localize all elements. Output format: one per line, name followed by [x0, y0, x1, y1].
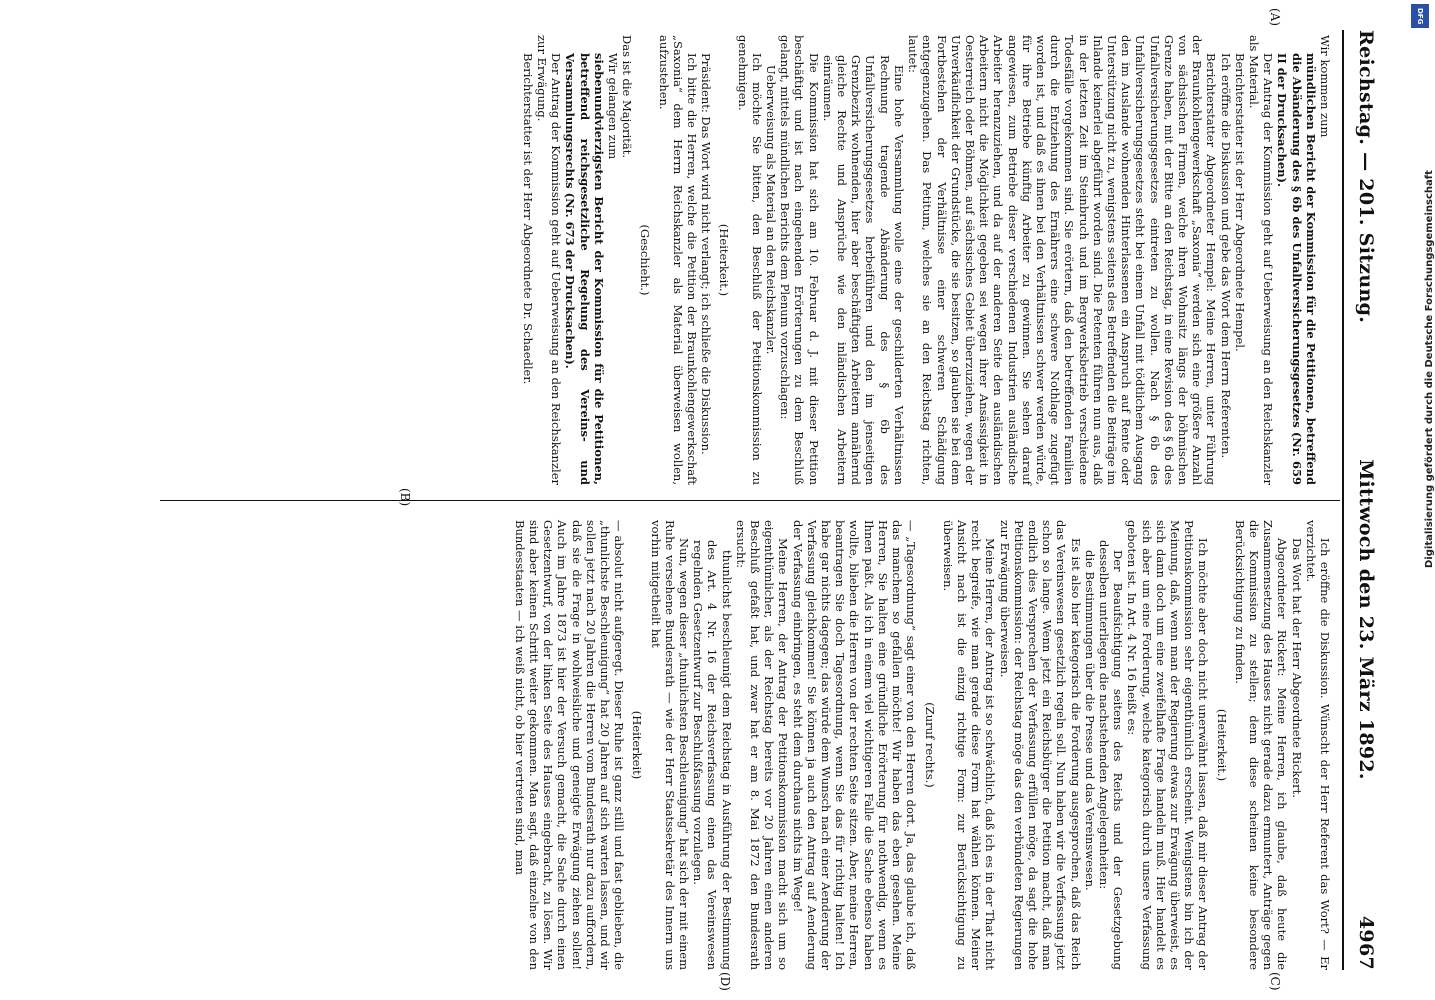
- paragraph: Es ist also hier kategorisch die Forderung ausgesprochen, daß das Reich das Vereinswesen gesetzlich regeln soll. Nun haben wir die Verfassung jetzt schon so lange. Wenn jetzt ein Reichsbürger die Petition macht, daß man endlich dies Versprechen der Verfassung erfüllen möge, da sagt die hohe Petitionskommission: der Reichstag möge das den verbündeten Regierungen zur Erwägung überweisen.: [997, 520, 1083, 970]
- digitization-credit: [1408, 8, 1435, 568]
- paragraph: Das Wort hat der Herr Abgeordnete Rickert.: [1289, 538, 1304, 798]
- paragraph: Berichterstatter ist der Herr Abgeordnete Dr. Schaedler.: [520, 53, 535, 385]
- paragraph: Berichterstatter Abgeordneter Hempel: Meine Herren, unter Führung der Braunkohlengewerkschaft „Saxonia“ werden sich eine größere Anzahl von sächsischen Firmen, welche ihren Wohnsitz längs der böhmischen Grenze haben, mit der Bitte an den Reichstag, in eine Revision des § 6b des Unfallversicherungsgesetzes eintreten zu wollen. Nach § 6b des Unfallversicherungsgesetzes steht bei einem Unfall mit tödtlichem Ausgang den im Auslande wohnenden Hinterlassenen ein Anspruch auf Rente oder Unterstützung nicht zu, wenigstens seitens des Betreffenden die Beiträge im Inlande keinerlei abgeführt worden sind. Die Petenten führen nun aus, daß in der letzten Zeit im Steinbruch und im Bergwerksbetrieb verschiedene Todesfälle vorgekommen sind. Sie erörtern, daß den betreffenden Familien durch die Entziehung des Ernährers eine schwere Nothlage zugefügt worden ist, und daß es ihnen bei den Verhältnissen schwer werden würde, für ihre Betriebe künftig Arbeiter zu gewinnen. Sie sehen darauf angewiesen, zum Betriebe dieser verschiedenen Industrien ausländische Arbeiter heranzuziehen, und da auf der anderen Seite den ausländischen Arbeitern nicht die Möglichkeit gegeben sei wegen ihrer Ansässigkeit in Oesterreich oder Böhmen, auf sächsisches Gebiet überzuziehen, wegen der Unverkäuflichkeit der Grundstücke, die sie besitzen, so glauben sie bei dem Fortbestehen der Verhältnisse einer schweren Schädigung entgegenzugehen. Das Petitum, welches sie an den Reichstag richten, lautet:: [906, 35, 1219, 485]
- paragraph: Abgeordneter Rickert: Meine Herren, ich glaube, daß heute die Zusammensetzung des Hauses nicht gerade dazu ermuntert, Anträge gegen die Kommission zu stellen; denn diese scheinen keine besondere Berücksichtigung zu finden.: [1232, 520, 1290, 970]
- paragraph: Das ist die Majorität.: [620, 35, 635, 159]
- paragraph: Der Beaufsichtigung seitens des Reichs und der Gesetzgebung desselben unterliegen die nachstehenden Angelegenheiten:: [1096, 540, 1126, 970]
- column-divider: [160, 500, 1340, 501]
- margin-mark-a: (A): [1268, 8, 1282, 27]
- paragraph: Wir gelangen zum: [606, 53, 621, 160]
- paragraph: Ich eröffne die Diskussion. Wünscht der Herr Referent das Wort? — Er verzichtet.: [1303, 520, 1332, 970]
- paragraph: (Heiterkeit.): [1214, 708, 1229, 782]
- page-header: [1348, 30, 1384, 970]
- paragraph: — „Tagesordnung“ sagt einer von den Herren dort. Ja, das glaube ich, daß das manchem so gefallen möchte! Wir haben das eben gesehen. Meine Herren, Sie halten eine gründliche Erörterung für nothwendig, wenn es Ihnen paßt. Als ich in einem viel wichtigeren Falle die Sache ebenso haben wollte, blieben die Herren von der rechten Seite sitzen. Aber, meine Herren, beantragen Sie doch Tagesordnung, wenn Sie das für richtig halten! Ich habe gar nichts dagegen; das würde dem Wunsch nach einer Aenderung der Verfassung gleichkommen! Sie können ja auch den Antrag auf Aenderung der Verfassung einbringen, es steht dem durchaus nichts im Wege!: [790, 520, 919, 970]
- margin-mark-c: (C): [1268, 972, 1282, 991]
- dfg-logo: DFG: [1411, 4, 1429, 28]
- paragraph: Meine Herren, der Antrag der Petitionskommission macht sich um so eigenthümlicher, als der Reichstag bereits vor 20 Jahren einen anderen Beschluß gefaßt hat, und zwar hat er am 8. Mai 1872 den Bundesrath ersucht:: [733, 520, 791, 970]
- paragraph: Ueberweisung als Material an den Reichskanzler.: [764, 65, 779, 355]
- paragraph: Eine hohe Versammlung wolle eine der geschilderten Verhältnissen Rechnung tragende Abänderung des § 6b des Unfallversicherungsgesetzes herbeiführen und den im jenseitigen Grenzbezirk wohnenden, hier aber beschäftigten Arbeitern annähernd gleiche Rechte und Ansprüche wie den inländischen Arbeitern einräumen.: [820, 55, 906, 485]
- paragraph: siebenundvierzigsten Bericht der Kommission für die Petitionen, betreffend reichsgesetzliche Regelung des Vereins- und Versammlungsrechts (Nr. 673 der Drucksachen).: [563, 53, 606, 485]
- paragraph: die Bestimmungen über die Presse und das Vereinswesen.: [1082, 550, 1097, 891]
- header-date: Mittwoch den 23. März 1892.: [1355, 459, 1377, 780]
- paragraph: mündlichen Bericht der Kommission für die Petitionen, betreffend die Abänderung des § 6b des Unfallversicherungsgesetzes (Nr. 659 II der Drucksachen).: [1275, 53, 1318, 485]
- paragraph: Wir kommen zum: [1318, 35, 1332, 138]
- paragraph: (Geschieht.): [638, 224, 653, 296]
- paragraph: Ich möchte aber doch nicht unerwähnt lassen, daß mir dieser Antrag der Petitionskommission sehr eigenthümlich erscheint. Wenigstens bin ich der Meinung, daß, wenn man der Regierung etwas zur Erwägung überweist, es sich dann doch um eine zweifelhafte Frage handeln muß. Hier handelt es sich aber um eine Forderung, welche kategorisch durch unsere Verfassung geboten ist. In Art. 4 Nr. 16 heißt es:: [1125, 520, 1211, 970]
- header-page-number: 4967: [1355, 915, 1377, 970]
- paragraph: Der Antrag der Kommission geht auf Ueberweisung an den Reichskanzler zur Erwägung.: [535, 35, 564, 485]
- margin-mark-d: (D): [718, 972, 732, 991]
- paragraph: Nun, wegen dieser „thunlichsten Beschleunigung“ hat sich der mit einem Ruhe versehene Bundesrath — wie der Herr Staatssekretär des Innern uns vorhin mitgetheilt hat: [648, 520, 692, 970]
- paragraph: (Heiterkeit): [630, 710, 645, 780]
- paragraph: Ich bitte die Herren, welche die Petition der Braunkohlengewerkschaft „Saxonia“ dem Herrn Reichskanzler als Material überweisen wollen, aufzustehen.: [656, 35, 700, 485]
- paragraph: Meine Herren, der Antrag ist so schwächlich, daß ich es in der That nicht recht begreife, wie man gerade diese Form hat wählen können. Meiner Ansicht nach ist die einzig richtige Form: zur Berücksichtigung zu überweisen.: [940, 520, 998, 970]
- paragraph: thunlichst beschleunigt dem Reichstag in Ausführung der Bestimmung des Art. 4 Nr. 16 der Reichsverfassung einen das Vereinswesen regelnden Gesetzentwurf zur Beschlußfassung vorzulegen.: [691, 540, 734, 970]
- header-session: Reichstag. — 201. Sitzung.: [1355, 30, 1377, 324]
- credit-text: Digitalisierung gefördert durch die Deutsche Forschungsgemeinschaft: [1424, 170, 1435, 568]
- paragraph: — absolut nicht aufgeregt. Dieser Ruhe ist ganz stilll und fast geblieben, die „thunlichste Beschleunigung“ hat 20 Jahren auf sich warten lassen, und wir sollen jetzt nach 20 Jahren die Herren vom Bundesrath nur dazu auffordern, daß sie die Frage in wohlweisliche und geneigte Erwägung ziehen sollen! Auch im Jahre 1873 ist hier der Versuch gemacht, die Sache durch einen Gesetzentwurf, von der linken Seite des Hauses eingebracht, zu lösen. Wir sind aber keinen Schritt weiter gekommen. Man sagt, daß einzelne von den Bundesstaaten — ich weiß nicht, ob hier vertreten sind, man: [512, 520, 627, 970]
- paragraph: Der Antrag der Kommission geht auf Ueberweisung an den Reichskanzler als Material.: [1246, 35, 1276, 485]
- paragraph: Berichterstatter ist der Herr Abgeordnete Hempel.: [1232, 53, 1247, 352]
- right-text-column: [513, 520, 1332, 970]
- paragraph: Die Kommission hat sich am 10. Februar d. J. mit dieser Petition beschäftigt und ist nach eingehenden Erörterungen zu dem Beschluß gelangt, mittels mündlichen Berichts dem Plenum vorzuschlagen:: [778, 35, 821, 485]
- paragraph: Ich eröffne die Diskussion und gebe das Wort dem Herrn Referenten.: [1218, 53, 1233, 459]
- paragraph: Ich möchte Sie bitten, den Beschluß der Petitionskommission zu genehmigen.: [735, 35, 764, 485]
- paragraph: Präsident: Das Wort wird nicht verlangt; ich schließe die Diskussion.: [699, 53, 714, 455]
- left-text-column: [521, 35, 1332, 485]
- margin-mark-b: (B): [398, 488, 412, 507]
- paragraph: (Zuruf rechts.): [922, 702, 937, 788]
- header-rule: [1342, 30, 1344, 970]
- paragraph: (Heiterkeit.): [717, 223, 732, 297]
